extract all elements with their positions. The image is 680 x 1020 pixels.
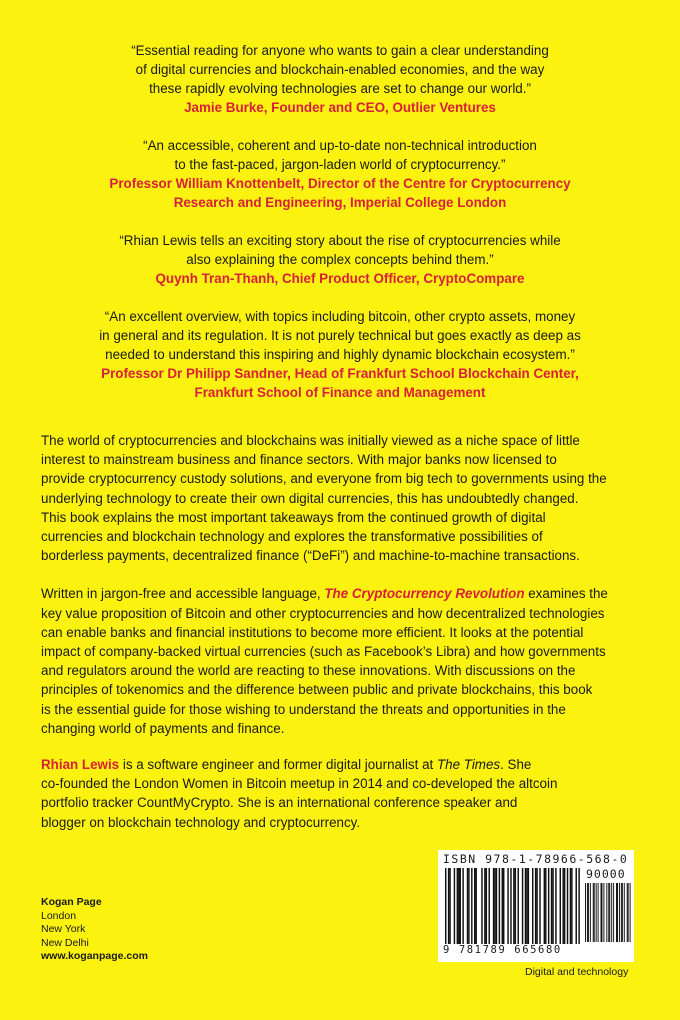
barcode-bar xyxy=(481,868,482,944)
quote-attribution: Jamie Burke, Founder and CEO, Outlier Ventures xyxy=(184,100,496,115)
barcode-bar xyxy=(552,868,553,944)
barcode-bar xyxy=(462,868,463,944)
quote-line: of digital currencies and blockchain-enabled economies, and the way xyxy=(135,62,545,77)
quote-attribution: Professor Dr Philipp Sandner, Head of Frankfurt School Blockchain Center, xyxy=(101,366,579,381)
book-description xyxy=(41,431,641,757)
barcode-bar xyxy=(467,868,468,944)
barcode-bar xyxy=(474,868,475,944)
barcode-bar xyxy=(622,883,623,942)
barcode-bar xyxy=(460,868,461,944)
publisher-city: New Delhi xyxy=(41,936,89,949)
text-line: currencies and blockchain technology and explores the transformative possibilities of xyxy=(41,529,543,545)
barcode-bar xyxy=(601,883,602,942)
text-line: impact of company-backed virtual currencies (such as Facebook’s Libra) and how governments xyxy=(41,644,606,660)
barcode-bar xyxy=(624,883,625,942)
barcode-bar xyxy=(471,868,472,944)
quote-attribution: Frankfurt School of Finance and Management xyxy=(194,385,486,400)
publication-name: The Times xyxy=(436,757,501,772)
publisher-name: Kogan Page xyxy=(41,896,102,908)
text-line: This book explains the most important takeaways from the continued growth of digital xyxy=(41,509,546,525)
barcode-addon xyxy=(585,883,631,942)
barcode-bar xyxy=(503,868,504,944)
text-line: provide cryptocurrency custody solutions, and everyone from big tech to governments using the xyxy=(41,471,607,487)
barcode-bar xyxy=(570,868,571,944)
barcode-bar xyxy=(603,883,604,942)
description-paragraph xyxy=(41,584,641,738)
barcode-bar xyxy=(619,883,620,942)
text-line: principles of tokenomics and the difference between public and private blockchains, this book xyxy=(41,682,593,698)
text-line: co-founded the London Women in Bitcoin meetup in 2014 and co-developed the altcoin xyxy=(41,776,558,792)
barcode-bar xyxy=(493,868,494,944)
quote-line: “Essential reading for anyone who wants to gain a clear understanding xyxy=(131,43,549,58)
publisher-website: www.koganpage.com xyxy=(41,950,148,962)
barcode-bar xyxy=(499,868,500,944)
barcode-bar xyxy=(528,868,529,944)
quote-line: in general and its regulation. It is not purely technical but goes exactly as deep as xyxy=(99,328,581,343)
barcode-bar xyxy=(613,883,614,942)
barcode-main xyxy=(445,868,581,946)
barcode-bar xyxy=(562,868,563,944)
text-line: examines the xyxy=(524,586,608,602)
barcode-bar xyxy=(513,868,514,944)
barcode-bar xyxy=(571,868,572,944)
barcode-bar xyxy=(596,883,597,942)
author-bio xyxy=(41,755,641,832)
quote-line: these rapidly evolving technologies are set to change our world.” xyxy=(149,81,531,96)
text-line: is the essential guide for those wishing to understand the threats and opportunities in the xyxy=(41,701,566,717)
endorsement-quote xyxy=(40,231,640,288)
book-category: Digital and technology xyxy=(525,966,629,978)
barcode-bar xyxy=(484,868,485,944)
text-line: Written in jargon-free and accessible language, xyxy=(41,586,325,602)
barcode-bar xyxy=(560,868,561,944)
barcode-bar xyxy=(539,868,540,944)
author-name: Rhian Lewis xyxy=(41,757,120,772)
price-code: 90000 xyxy=(586,867,626,881)
barcode-bar xyxy=(489,868,490,944)
barcode-bar xyxy=(551,868,552,944)
barcode-bar xyxy=(606,883,607,942)
barcode-bar xyxy=(486,868,487,944)
quote-line: to the fast-paced, jargon-laden world of cryptocurrency.” xyxy=(174,157,506,172)
barcode-bar xyxy=(448,868,449,944)
barcode-bar xyxy=(555,868,556,944)
text-line: and regulators around the world are reacting to these innovations. With discussions on the xyxy=(41,663,576,679)
barcode-bar xyxy=(545,868,546,944)
barcode-bar xyxy=(628,883,629,942)
quote-line: needed to understand this inspiring and highly dynamic blockchain ecosystem.” xyxy=(105,347,575,362)
barcode-bar xyxy=(548,868,549,944)
text-line: is a software engineer and former digital journalist at xyxy=(119,757,437,772)
description-paragraph xyxy=(41,431,641,565)
isbn-label: ISBN 978-1-78966-568-0 xyxy=(443,852,629,866)
barcode-bar xyxy=(526,868,527,944)
barcode-bar xyxy=(616,883,617,942)
barcode-bar xyxy=(617,883,618,942)
barcode-bar xyxy=(590,883,591,942)
barcode-bar xyxy=(522,868,523,944)
barcode-bar xyxy=(609,883,610,942)
endorsement-quote xyxy=(40,41,640,117)
barcode-bar xyxy=(598,883,599,942)
barcode-bar xyxy=(515,868,516,944)
barcode-bar xyxy=(564,868,565,944)
barcode-bar xyxy=(601,883,602,942)
text-line: portfolio tracker CountMyCrypto. She is an international conference speaker and xyxy=(41,795,518,811)
barcode-bar xyxy=(457,868,458,944)
barcode-bar xyxy=(475,868,476,944)
quote-attribution: Research and Engineering, Imperial College London xyxy=(173,195,507,210)
text-line: . She xyxy=(500,757,532,772)
text-line: borderless payments, decentralized finance (“DeFi”) and machine-to-machine transactions. xyxy=(41,548,580,564)
barcode-bar xyxy=(630,883,631,942)
barcode-bar xyxy=(502,868,503,944)
publisher-info xyxy=(41,896,148,964)
quote-line: also explaining the complex concepts behind them.” xyxy=(186,252,494,267)
endorsement-quote xyxy=(40,136,640,212)
barcode-bar xyxy=(449,868,450,944)
quote-line: “An accessible, coherent and up-to-date non-technical introduction xyxy=(143,138,537,153)
barcode-bar xyxy=(445,868,446,944)
quote-attribution: Professor William Knottenbelt, Director of the Centre for Cryptocurrency xyxy=(109,176,571,191)
barcode-bar xyxy=(525,868,526,944)
barcode-bar xyxy=(578,868,579,944)
barcode-bar xyxy=(536,868,537,944)
barcode-bar xyxy=(454,868,455,944)
barcode-bar xyxy=(587,883,588,942)
barcode-bar xyxy=(588,883,589,942)
barcode-bar xyxy=(544,868,545,944)
barcode-bar xyxy=(510,868,511,944)
text-line: can enable banks and financial institutions to become more efficient. It looks at the potential xyxy=(41,624,584,640)
barcode-bar xyxy=(585,883,586,942)
text-line: underlying technology to create their own digital currencies, this has undoubtedly changed. xyxy=(41,490,579,506)
publisher-city: New York xyxy=(41,923,86,935)
text-line: key value proposition of Bitcoin and other cryptocurrencies and how decentralized technologies xyxy=(41,605,605,621)
barcode-bar xyxy=(494,868,495,944)
barcode-bar xyxy=(608,883,609,942)
barcode-bar xyxy=(567,868,568,944)
barcode-bar xyxy=(507,868,508,944)
text-line: changing world of payments and finance. xyxy=(41,720,285,736)
quote-line: “Rhian Lewis tells an exciting story about the rise of cryptocurrencies while xyxy=(119,233,561,248)
text-line: interest to mainstream business and finance sectors. With major banks now licensed to xyxy=(41,452,557,468)
barcode-bar xyxy=(496,868,497,944)
text-line: The world of cryptocurrencies and blockchains was initially viewed as a niche space of little xyxy=(41,433,580,448)
endorsements xyxy=(40,41,640,421)
barcode-bar xyxy=(535,868,536,944)
endorsement-quote xyxy=(40,307,640,402)
barcode-bar xyxy=(594,883,595,942)
barcode-bar xyxy=(532,868,533,944)
barcode-bar xyxy=(576,868,577,944)
barcode-bar xyxy=(458,868,459,944)
quote-attribution: Quynh Tran-Thanh, Chief Product Officer, CryptoCompare xyxy=(155,271,525,286)
barcode-bar xyxy=(621,883,622,942)
text-line: blogger on blockchain technology and cryptocurrency. xyxy=(41,814,361,830)
barcode-bar xyxy=(518,868,519,944)
barcode-bar xyxy=(627,883,628,942)
book-title: The Cryptocurrency Revolution xyxy=(324,586,525,602)
publisher-city: London xyxy=(41,909,77,922)
barcode-digits: 9 781789 665680 xyxy=(443,944,562,956)
barcode-bar xyxy=(593,883,594,942)
barcode-bar xyxy=(468,868,469,944)
quote-line: “An excellent overview, with topics including bitcoin, other crypto assets, money xyxy=(104,309,576,324)
barcode-bar xyxy=(611,883,612,942)
